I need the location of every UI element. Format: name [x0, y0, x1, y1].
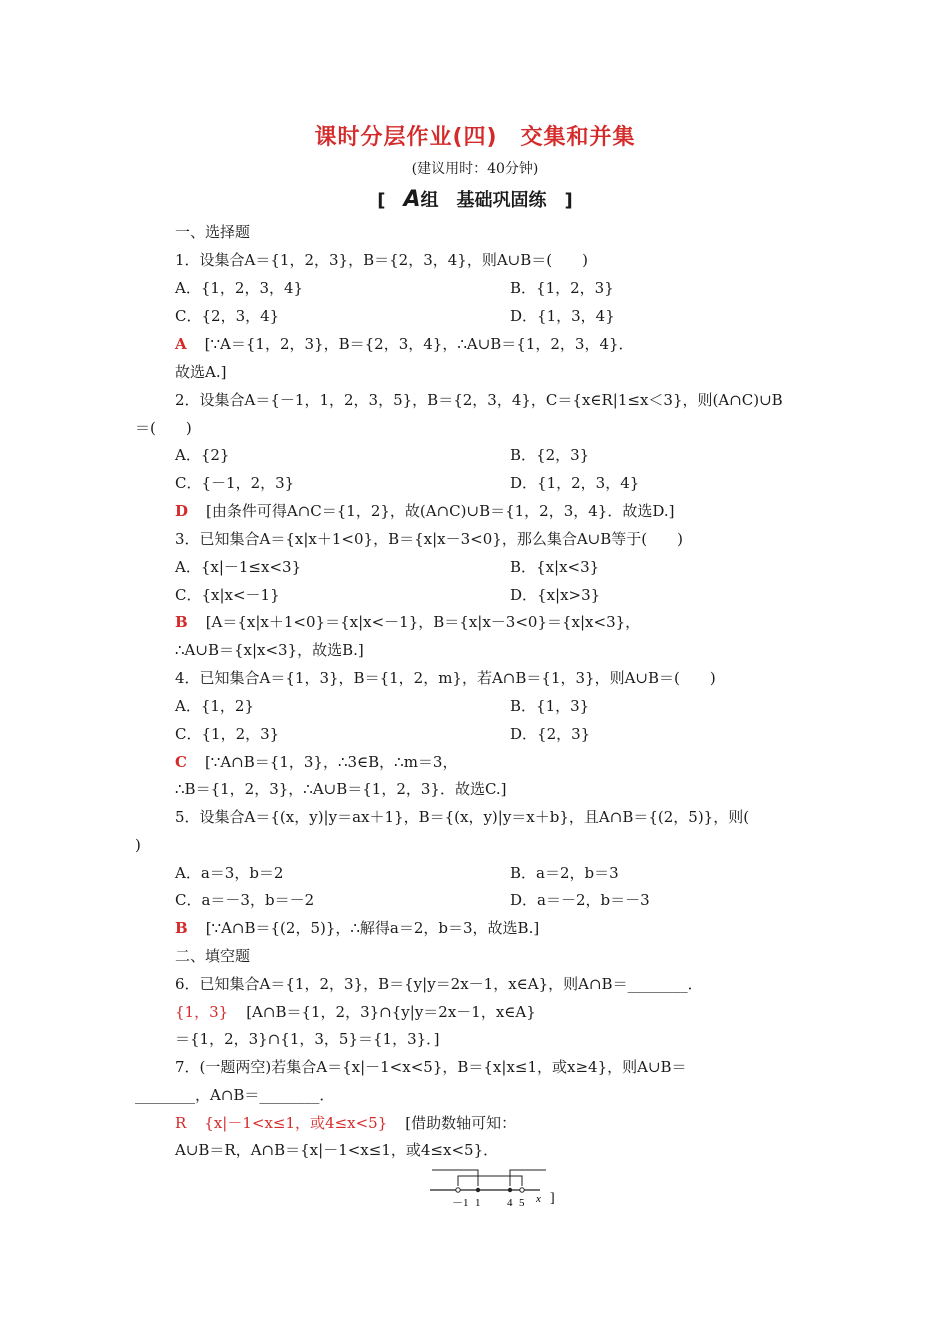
set-b-left-bracket	[432, 1170, 478, 1186]
solution-text: [A∩B＝{1，2，3}∩{y|y＝2x－1，x∈A}	[246, 1003, 536, 1021]
right-bracket: ]	[546, 190, 573, 211]
answer-text: {1，3}	[175, 1003, 229, 1021]
option-d: D．{2，3}	[510, 725, 591, 743]
option-d: D．{1，2，3，4}	[510, 474, 640, 492]
question-stem: 3．已知集合A＝{x|x＋1<0}，B＝{x|x－3<0}，那么集合A∪B等于( )	[175, 530, 683, 548]
group-letter: A	[403, 187, 421, 212]
option-a: A．a＝3，b＝2	[175, 864, 284, 882]
option-c: C．{1，2，3}	[175, 725, 280, 743]
option-d: D．{1，3，4}	[510, 307, 615, 325]
solution-text: [由条件可得A∩C＝{1，2}，故(A∩C)∪B＝{1，2，3，4}．故选D.]	[206, 502, 675, 520]
option-a: A．{x|－1≤x<3}	[175, 558, 302, 576]
solution-text: 故选A.]	[175, 363, 227, 381]
solution	[175, 752, 457, 772]
option-a: A．{1，2}	[175, 697, 255, 715]
group-heading	[0, 186, 950, 212]
question-stem: 2．设集合A＝{－1，1，2，3，5}，B＝{2，3，4}，C＝{x∈R|1≤x＜3}，则(A∩C)∪B	[175, 391, 783, 409]
question-stem: ＝( )	[135, 419, 192, 437]
option-a: A．{1，2，3，4}	[175, 279, 304, 297]
tick-label: 4	[507, 1197, 513, 1209]
tick-label: 5	[519, 1197, 525, 1209]
solution	[175, 334, 634, 354]
tick-label: －1	[452, 1197, 469, 1209]
question-stem: 4．已知集合A＝{1，3}，B＝{1，2，m}，若A∩B＝{1，3}，则A∪B＝( )	[175, 669, 716, 687]
question-stem: 1．设集合A＝{1，2，3}，B＝{2，3，4}，则A∪B＝( )	[175, 251, 588, 269]
solution-text: [∵A∩B＝{1，3}，∴3∈B，∴m＝3，	[204, 753, 458, 771]
solution-text: [借助数轴可知：	[405, 1114, 517, 1132]
time-suggestion: (建议用时：40分钟)	[411, 161, 539, 177]
question-stem: 6．已知集合A＝{1，2，3}，B＝{y|y＝2x－1，x∈A}，则A∩B＝________．	[175, 975, 703, 993]
set-a-bracket	[458, 1176, 522, 1186]
solution	[175, 1002, 536, 1022]
solution	[175, 501, 674, 521]
solution	[175, 1113, 516, 1133]
solution-text: A∪B＝R，A∩B＝{x|－1<x≤1，或4≤x<5}．	[175, 1141, 499, 1159]
point-one	[476, 1188, 480, 1192]
solution-text: ∴A∪B＝{x|x<3}，故选B.]	[175, 641, 364, 659]
point-five	[520, 1188, 524, 1192]
solution	[175, 612, 640, 632]
page-title: 课时分层作业(四) 交集和并集	[314, 125, 636, 150]
option-b: B．a＝2，b＝3	[510, 864, 619, 882]
solution-text: [∵A∩B＝{(2，5)}，∴解得a＝2，b＝3，故选B.]	[205, 919, 540, 937]
solution-text: [∵A＝{1，2，3}，B＝{2，3，4}，∴A∪B＝{1，2，3，4}．	[204, 335, 634, 353]
option-c: C．a＝－3，b＝－2	[175, 891, 315, 909]
answer-letter: A	[175, 335, 187, 353]
option-b: B．{1，2，3}	[510, 279, 614, 297]
answer-text: {x|－1<x≤1，或4≤x<5}	[204, 1114, 388, 1132]
question-stem: 5．设集合A＝{(x，y)|y＝ax＋1}，B＝{(x，y)|y＝x＋b}，且A∩B＝{(2，5)}，则(	[175, 808, 750, 826]
closing-bracket: ]	[550, 1191, 555, 1206]
option-c: C．{－1，2，3}	[175, 474, 295, 492]
answer-letter: B	[175, 919, 188, 937]
option-c: C．{2，3，4}	[175, 307, 280, 325]
left-bracket: [	[377, 190, 404, 211]
answer-letter: D	[175, 502, 189, 520]
point-minus-one	[456, 1188, 460, 1192]
question-stem: ________，A∩B＝________．	[135, 1086, 335, 1104]
option-d: D．a＝－2，b＝－3	[510, 891, 650, 909]
answer-letter: C	[175, 753, 187, 771]
answer-text: R	[175, 1114, 187, 1132]
tick-label: 1	[475, 1197, 481, 1209]
option-b: B．{2，3}	[510, 446, 590, 464]
option-c: C．{x|x<－1}	[175, 586, 280, 604]
set-b-right-bracket	[510, 1170, 546, 1186]
solution-text: ＝{1，2，3}∩{1，3，5}＝{1，3}．]	[175, 1030, 440, 1048]
option-a: A．{2}	[175, 446, 230, 464]
answer-letter: B	[175, 613, 188, 631]
option-b: B．{1，3}	[510, 697, 590, 715]
solution-text: ∴B＝{1，2，3}，∴A∪B＝{1，2，3}．故选C.]	[175, 780, 507, 798]
section-heading: 二、填空题	[175, 947, 251, 965]
option-b: B．{x|x<3}	[510, 558, 600, 576]
number-line-diagram	[428, 1162, 568, 1214]
question-stem: )	[135, 836, 141, 854]
axis-variable: x	[536, 1193, 541, 1205]
solution	[175, 918, 539, 938]
question-stem: 7．(一题两空)若集合A＝{x|－1<x<5}，B＝{x|x≤1，或x≥4}，则A∪B＝	[175, 1058, 687, 1076]
number-line-svg	[428, 1162, 568, 1210]
group-label: 组 基础巩固练	[420, 190, 547, 211]
solution-text: [A＝{x|x＋1<0}＝{x|x<－1}，B＝{x|x－3<0}＝{x|x<3}，	[205, 613, 641, 631]
option-d: D．{x|x>3}	[510, 586, 601, 604]
point-four	[508, 1188, 512, 1192]
section-heading: 一、选择题	[175, 223, 251, 241]
